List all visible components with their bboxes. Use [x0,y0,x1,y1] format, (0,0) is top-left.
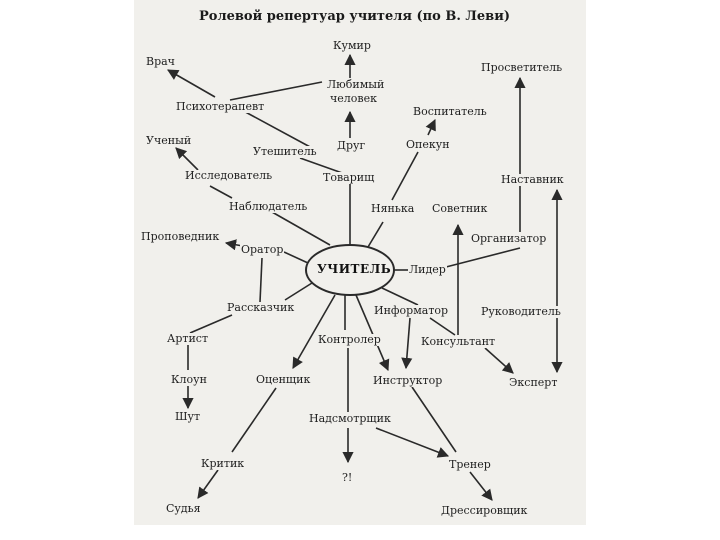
node-tovarishch: Товарищ [323,171,375,184]
arrow-issledovatel-uchenyi [176,148,198,170]
node-uchenyi: Ученый [146,134,192,147]
node-lyubimyi: Любимый [327,78,385,91]
node-question: ?! [342,471,353,484]
node-trener: Тренер [449,458,491,471]
node-rasskazchik: Рассказчик [227,301,295,314]
node-konsultant: Консультант [421,335,496,348]
node-otsenshchik: Оценщик [256,373,311,386]
node-vrach: Врач [146,55,175,68]
node-instruktor: Инструктор [373,374,443,387]
node-nablyudatel: Наблюдатель [229,200,308,213]
node-lider: Лидер [409,263,446,276]
node-propovednik: Проповедник [141,230,220,243]
line-instruktor-trener [412,387,456,452]
line-teacher-nyanka [368,222,383,247]
node-ekspert: Эксперт [509,376,558,389]
line-teacher-informator [382,288,418,305]
node-shut: Шут [175,410,201,423]
arrow-kritik-sudya [198,470,218,498]
node-opekun: Опекун [406,138,450,151]
node-psikhoterapevt: Психотерапевт [176,100,265,113]
node-prosvetitel: Просветитель [481,61,563,74]
node-kloun: Клоун [171,373,207,386]
node-artist: Артист [167,332,209,345]
line-teacher-nablyudatel [272,212,330,245]
node-vospitatel: Воспитатель [413,105,487,118]
line-nablyudatel-issledovatel [210,186,232,198]
node-informator: Информатор [374,304,449,317]
diagram-title: Ролевой репертуар учителя (по В. Леви) [199,9,511,24]
node-sovetnik: Советник [432,202,488,215]
node-kritik: Критик [201,457,245,470]
node-kontroler: Контролер [318,333,381,346]
line-nyanka-opekun [392,152,418,200]
arrow-psikho-vrach [168,70,215,97]
node-organizator: Организатор [471,232,547,245]
node-nyanka: Нянька [371,202,415,215]
line-informator-konsultant [430,318,455,335]
line-teacher-rasskazchik [285,283,312,300]
node-kumir: Кумир [333,39,371,52]
arrow-teacher-otsenshchik [293,295,335,368]
node-dressirovshchik: Дрессировщик [441,504,528,517]
arrow-informator-instruktor [406,318,410,368]
arrow-nadsmotrshchik-trener [376,428,448,456]
line-teacher-orator [284,252,308,263]
line-orator-rasskazchik [260,258,262,302]
node-uchitel: УЧИТЕЛЬ [317,262,392,276]
node-sudya: Судья [166,502,201,515]
node-chelovek: человек [330,92,377,105]
arrow-konsultant-ekspert [485,348,513,373]
arrow-opekun-vospitatel [428,120,435,135]
node-issledovatel: Исследователь [185,169,273,182]
line-lyubimyi-psikhoterapevt [230,82,322,100]
line-lider-organizator [446,248,520,267]
arrow-trener-dressirovshchik [470,472,492,500]
node-rukovoditel: Руководитель [481,305,561,318]
line-otsenshchik-kritik [232,388,276,452]
node-uteshitel: Утешитель [253,145,317,158]
node-nadsmotrshchik: Надсмотрщик [309,412,391,425]
node-orator: Оратор [241,243,284,256]
line-uteshitel-psikhoterapevt [238,108,312,148]
node-drug: Друг [337,139,366,152]
line-rasskazchik-artist [190,315,232,333]
node-nastavnik: Наставник [501,173,564,186]
